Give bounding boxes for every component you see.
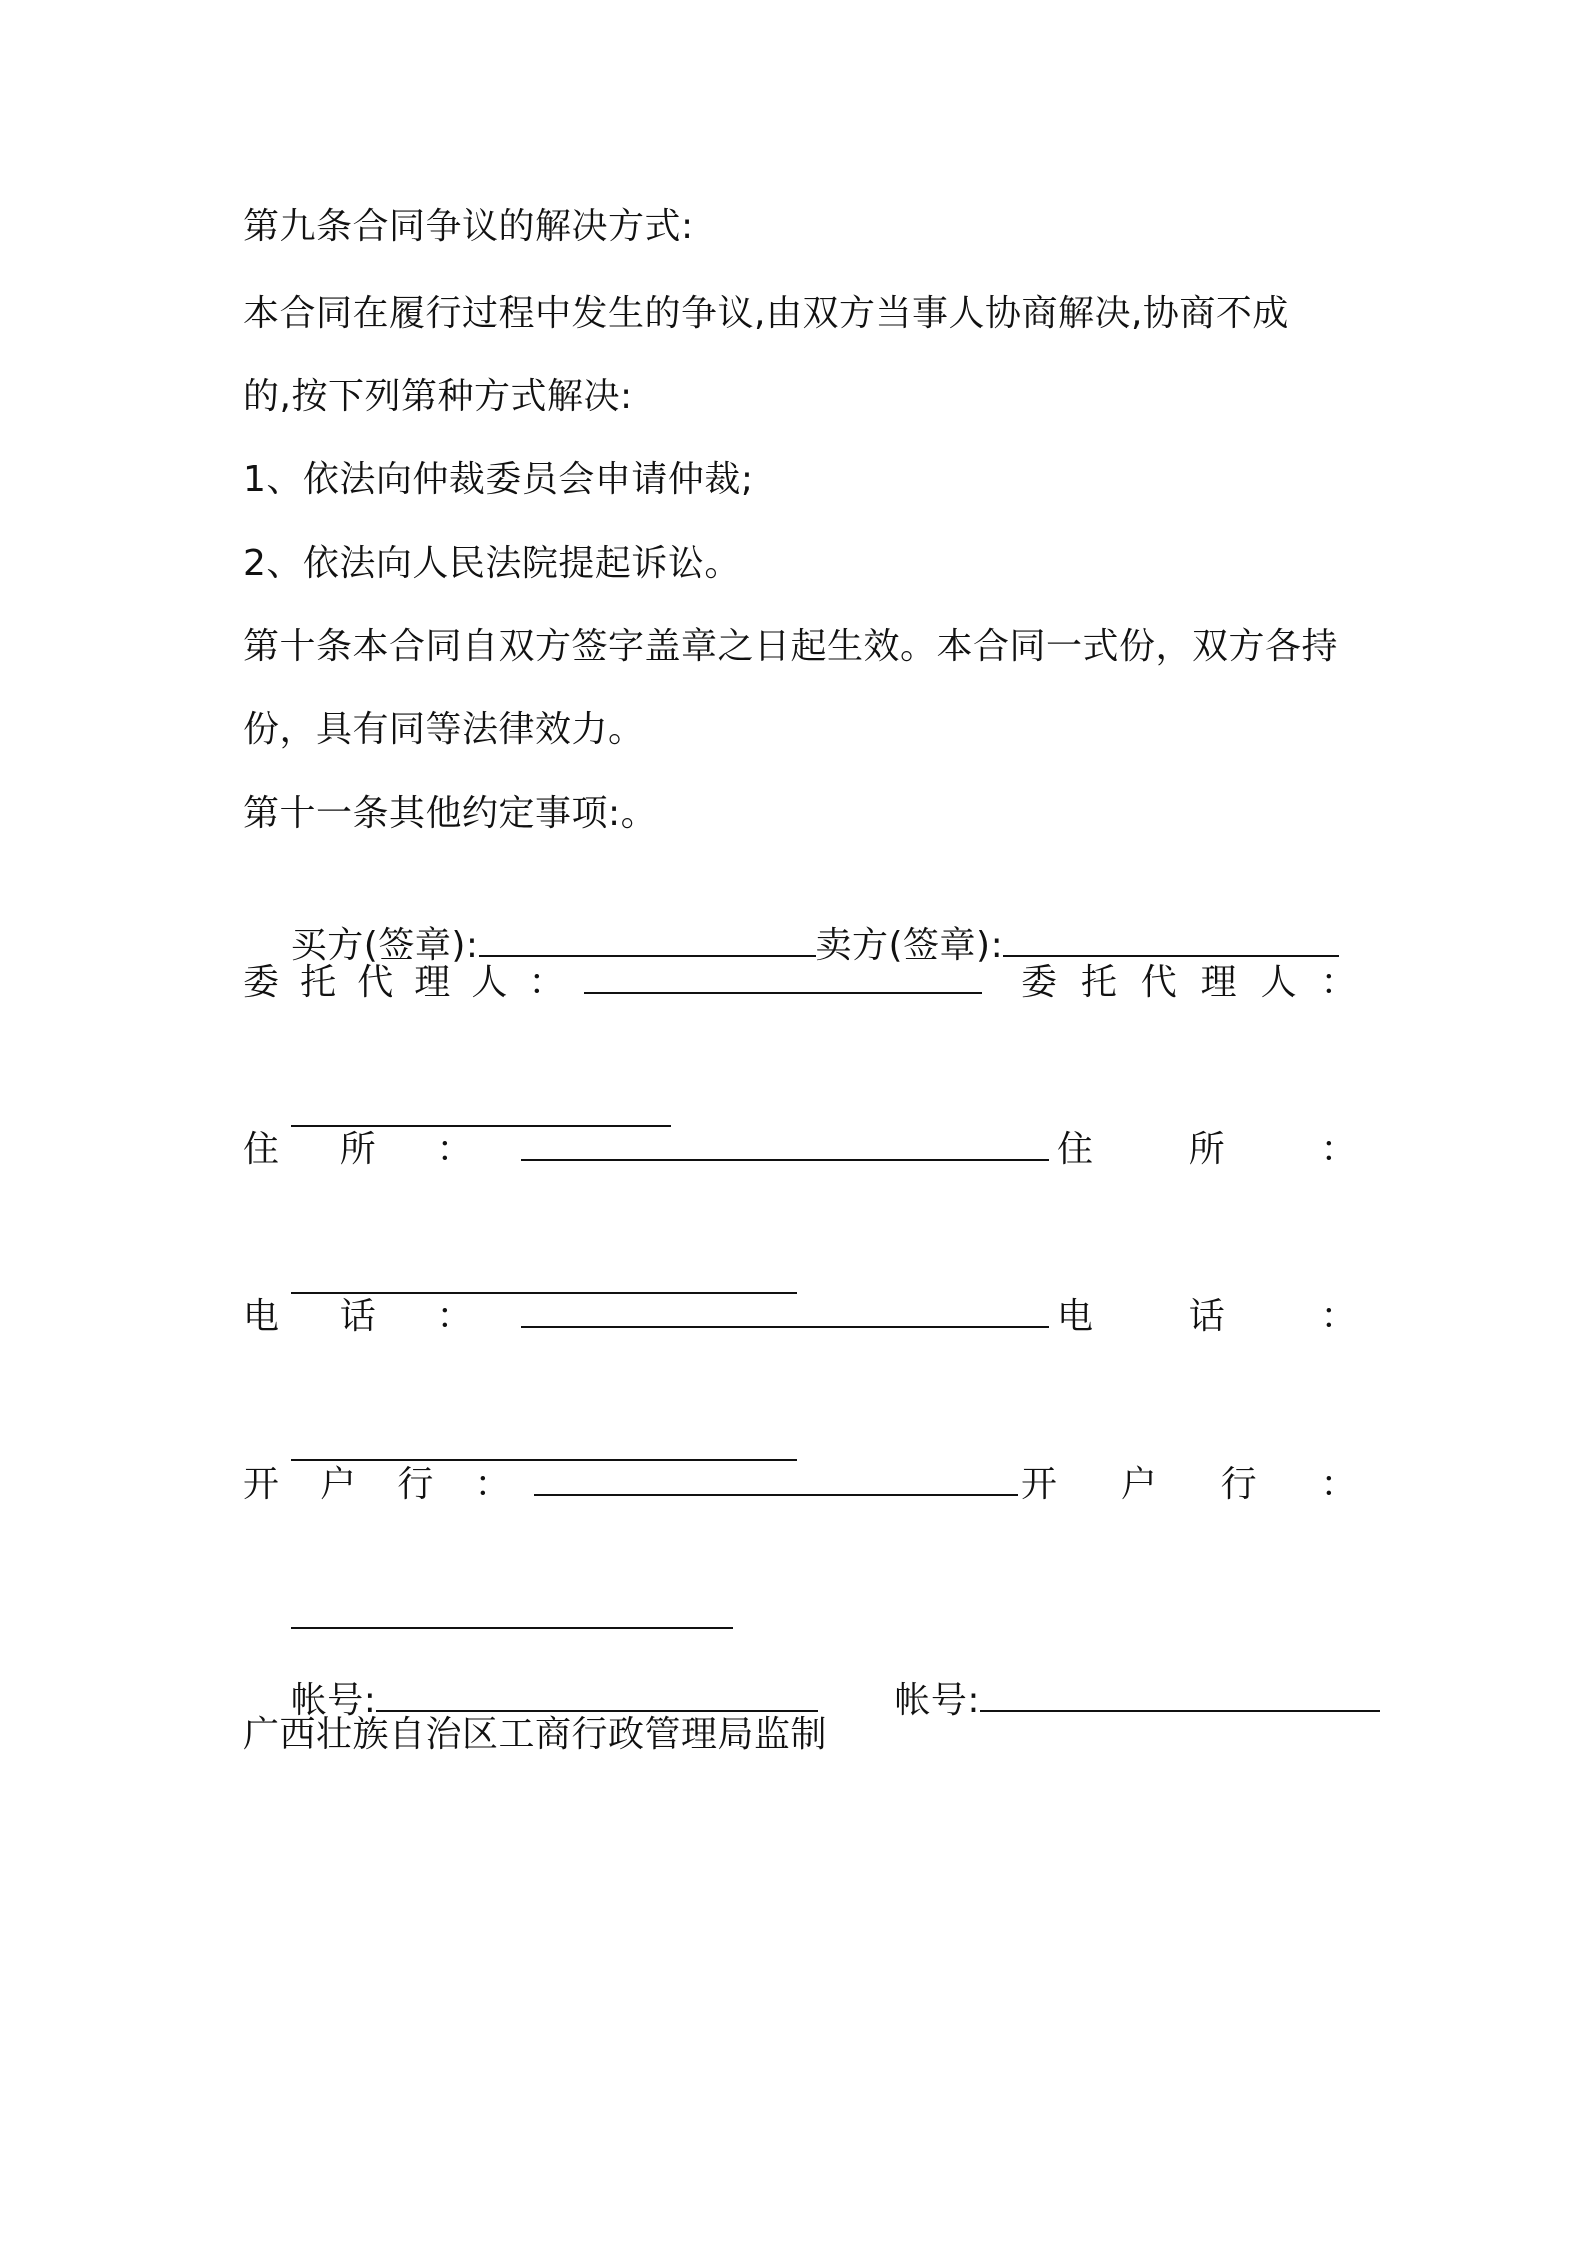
signature-row [243,873,1357,966]
bank-row [243,1460,1357,1508]
buyer-signature-label: 买方(签章): [290,925,479,966]
address-row [243,1125,1357,1173]
seller-signature-label: 卖方(签章): [815,925,1004,966]
buyer-phone-blank [521,1292,1049,1328]
seller-bank-continuation [243,1545,1357,1593]
article-9-option-1: 1、依法向仲裁委员会申请仲裁; [243,459,754,500]
seller-address-continuation [243,1210,1357,1258]
seller-phone-label: 电 话 ： [1057,1296,1357,1337]
seller-phone-blank [291,1425,797,1461]
article-9-option-2: 2、依法向人民法院提起诉讼。 [243,543,741,584]
article-9-heading: 第九条合同争议的解决方式: [243,206,694,247]
seller-account-label: 帐号: [894,1680,981,1721]
seller-phone-continuation [243,1377,1357,1425]
buyer-phone-label: 电 话 ： [243,1296,473,1337]
seller-bank-blank [291,1593,733,1629]
buyer-account-label: 帐号: [290,1680,377,1721]
seller-agent-label: 委 托 代 理 人 ： [1021,962,1357,1003]
agent-row [243,958,1357,1006]
document-page [243,0,1357,2244]
article-10-line-1: 第十条本合同自双方签字盖章之日起生效。本合同一式份，双方各持 [243,626,1339,667]
seller-bank-label: 开 户 行 ： [1021,1464,1357,1505]
seller-address-label: 住 所 ： [1057,1129,1357,1170]
seller-signature-blank [1003,921,1339,957]
buyer-address-blank [521,1125,1049,1161]
article-11-heading: 第十一条其他约定事项:。 [243,793,658,834]
buyer-agent-blank [584,958,982,994]
buyer-address-label: 住 所 ： [243,1129,473,1170]
seller-agent-continuation [243,1043,1357,1091]
phone-row [243,1292,1357,1340]
buyer-account-blank [376,1676,818,1712]
buyer-signature-blank [479,921,816,957]
seller-account-blank [980,1676,1380,1712]
article-9-paragraph-line-2: 的,按下列第种方式解决: [243,376,633,417]
seller-agent-blank [291,1091,671,1127]
article-9-paragraph-line-1: 本合同在履行过程中发生的争议,由双方当事人协商解决,协商不成 [243,293,1289,334]
supervisor-footer: 广西壮族自治区工商行政管理局监制 [243,1714,828,1755]
seller-address-blank [291,1258,797,1294]
account-row [243,1628,1357,1721]
article-10-line-2: 份，具有同等法律效力。 [243,709,645,750]
buyer-bank-label: 开 户 行 ： [243,1464,511,1505]
buyer-agent-label: 委 托 代 理 人 ： [243,962,565,1003]
buyer-bank-blank [534,1460,1018,1496]
